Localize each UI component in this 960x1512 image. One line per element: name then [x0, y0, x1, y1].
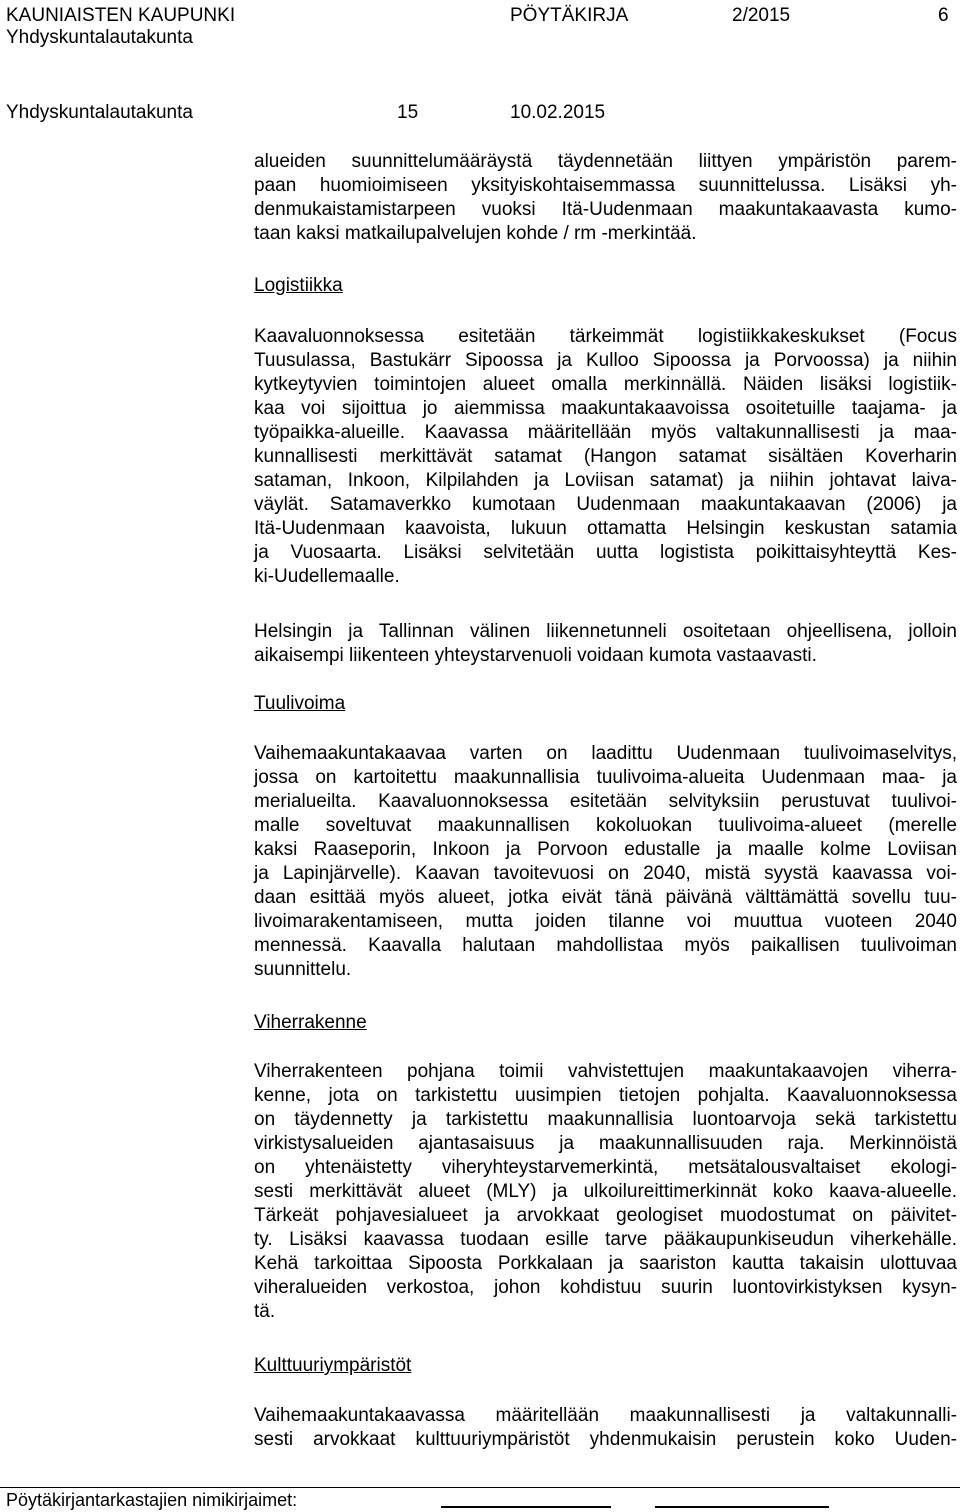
viherrakenne-paragraph: Viherrakenteen pohjana toimii vahvistettujen maakuntakaavojen viherra- kenne, jota on tarkistettu uusimpien tietojen pohjalta. Kaavaluonnoksessa on täydennetty ja tarkistettu maakunnallisia luontoarvoja sekä tarkistettu virkistysalueiden ajantasaisuus ja maakunnallisuuden raja. Merkinnöistä on yhtenäistetty viheryhteystarvemerkintä, metsätalousvaltaiset ekologi- sesti merkittävät alueet (MLY) ja ulkoilureittimerkinnät koko kaava-alueelle. Tärkeät pohjavesialueet ja arvokkaat geologiset muodostumat on päivitet- ty. Lisäksi kaavassa tuodaan esille tarve pääkaupunkiseudun viherkehälle. Kehä tarkoittaa Sipoosta Porkkalaan ja saariston kautta takaisin ulottuvaa viheralueiden verkostoa, johon kohdistuu suurin luontovirkistyksen kysyn- tä.: [254, 1061, 957, 1322]
tuulivoima-paragraph: Vaihemaakuntakaavaa varten on laadittu Uudenmaan tuulivoimaselvitys, jossa on kartoitettu maakunnallisia tuulivoima-alueita Uudenmaan maa- ja merialueilta. Kaavaluonnoksessa esitetään selvityksiin perustuvat tuulivoi- malle soveltuvat maakunnallisen kokoluokan tuulivoima-alueet (merelle kaksi Raaseporin, Inkoon ja Porvoon edustalle ja maalle kolme Loviisan ja Lapinjärvelle). Kaavan tavoitevuosi on 2040, mistä syystä kaavassa voi- daan esittää myös alueet, jotka eivät tänä päivänä välttämättä sovellu tuu- livoimarakentamiseen, mutta joiden tilanne voi muuttua vuoteen 2040 mennessä. Kaavalla halutaan mahdollistaa myös paikallisen tuulivoiman suunnittelu.: [254, 743, 957, 980]
logistiikka-heading: Logistiikka: [254, 275, 343, 296]
document-type: PÖYTÄKIRJA: [510, 5, 629, 26]
committee-name: Yhdyskuntalautakunta: [6, 27, 193, 48]
document-number: 2/2015: [732, 5, 791, 26]
initials-label: Pöytäkirjantarkastajien nimikirjaimet:: [6, 1490, 298, 1510]
logistiikka-paragraph-1: Kaavaluonnoksessa esitetään tärkeimmät logistiikkakeskukset (Focus Tuusulassa, Bastukärr Sipoossa ja Kulloo Sipoossa ja Porvoossa) ja niihin kytkeytyvien toimintojen alueet omalla merkinnällä. Näiden lisäksi logistiik- kaa voi sijoittua jo aiemmissa maakuntakaavoissa osoitetuille taajama- ja työpaikka-alueille. Kaavassa määritellään myös valtakunnallisesti ja maa- kunnallisesti merkittävät satamat (Hangon satamat sisältäen Koverharin sataman, Inkoon, Kilpilahden ja Loviisan satamat) ja niihin johtavat laiva- väylät. Satamaverkko kumotaan Uudenmaan maakuntakaavan (2006) ja Itä-Uudenmaan kaavoista, lukuun ottamatta Helsingin keskustan satamia ja Vuosaarta. Lisäksi selvitetään uutta logistista poikittaisyhteyttä Kes- ki-Uudellemaalle.: [254, 326, 957, 587]
viherrakenne-heading: Viherrakenne: [254, 1012, 367, 1033]
meeting-committee: Yhdyskuntalautakunta: [6, 102, 193, 123]
logistiikka-paragraph-2: Helsingin ja Tallinnan välinen liikennetunneli osoitetaan ohjeellisena, jolloin aikaisempi liikenteen yhteystarvenuoli voidaan kumota vastaavasti.: [254, 621, 957, 666]
org-name: KAUNIAISTEN KAUPUNKI: [6, 5, 236, 26]
footer-divider: [0, 1487, 960, 1488]
intro-paragraph: alueiden suunnittelumääräystä täydennetään liittyen ympäristön parem- paan huomioimiseen yksityiskohtaisemmassa suunnittelussa. Lisäksi yh- denmukaistamistarpeen vuoksi Itä-Uudenmaan maakuntakaavasta kumo- taan kaksi matkailupalvelujen kohde / rm -merkintää.: [254, 151, 957, 244]
page-number: 6: [938, 5, 949, 26]
kulttuuri-paragraph: Vaihemaakuntakaavassa määritellään maakunnallisesti ja valtakunnalli- sesti arvokkaat kulttuuriympäristöt yhdenmukaisin perustein koko Uuden-: [254, 1405, 957, 1450]
meeting-date: 10.02.2015: [510, 102, 606, 123]
kulttuuriymparistot-heading: Kulttuuriympäristöt: [254, 1355, 412, 1376]
section-number: 15: [397, 102, 419, 123]
initials-signature-line-1[interactable]: [441, 1506, 611, 1508]
tuulivoima-heading: Tuulivoima: [254, 693, 346, 714]
initials-signature-line-2[interactable]: [655, 1506, 829, 1508]
